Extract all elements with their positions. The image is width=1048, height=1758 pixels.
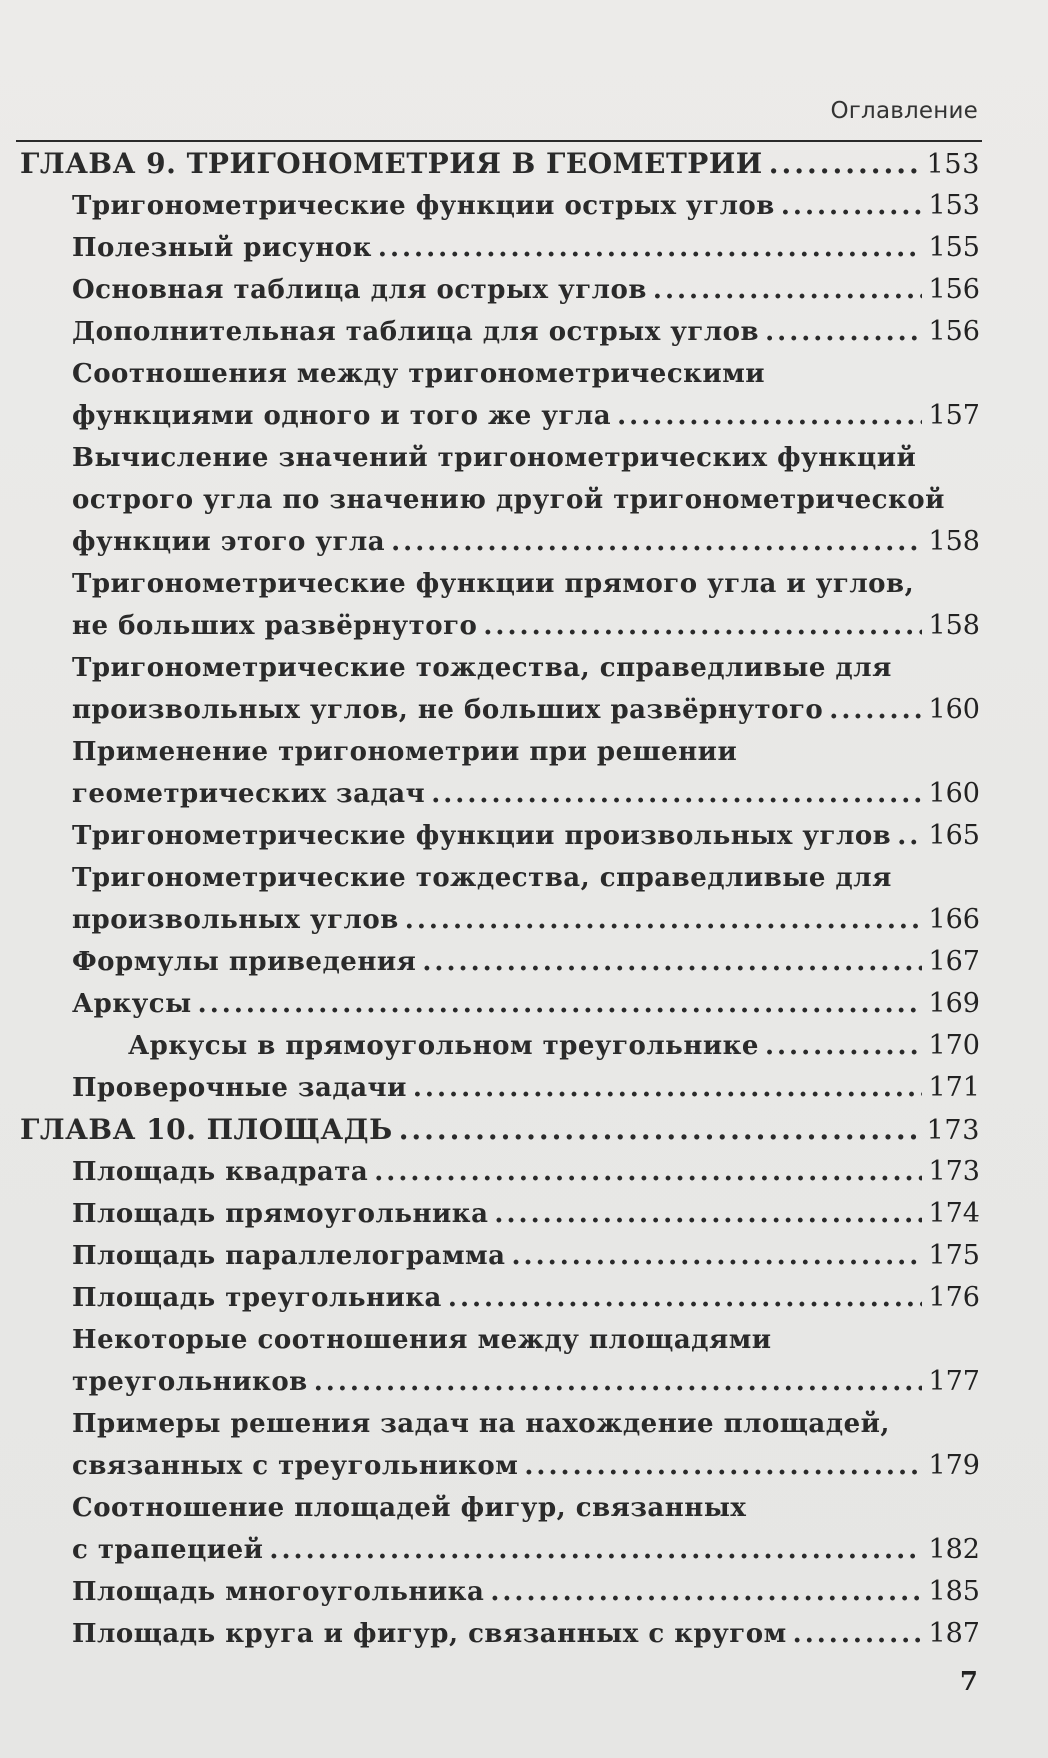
toc-entry-title: Полезный рисунок — [72, 233, 372, 263]
dot-leader — [512, 1235, 923, 1277]
toc-entry-title: Площадь параллелограмма — [72, 1241, 506, 1271]
toc-entry-title: произвольных углов, не больших развёрнутого — [72, 695, 824, 725]
dot-leader — [781, 185, 923, 227]
toc-entry[interactable] — [20, 1529, 980, 1571]
toc-page-number: 165 — [928, 820, 980, 851]
toc-page-number: 176 — [928, 1282, 980, 1313]
running-head: Оглавление — [830, 98, 978, 124]
dot-leader — [483, 605, 922, 647]
toc-entry-line: Тригонометрические тождества, справедливые для — [72, 653, 892, 683]
toc-entry[interactable] — [20, 689, 980, 731]
toc-entry-title: Аркусы — [72, 989, 192, 1019]
dot-leader — [653, 269, 923, 311]
toc-page-number: 187 — [928, 1618, 980, 1649]
dot-leader — [524, 1445, 922, 1487]
toc-entry-title: произвольных углов — [72, 905, 399, 935]
toc-entry-title: функции этого угла — [72, 527, 386, 557]
page-number: 7 — [959, 1667, 978, 1697]
toc-entry[interactable] — [20, 941, 980, 983]
toc-page-number: 166 — [928, 904, 980, 935]
toc-entry[interactable] — [20, 815, 980, 857]
toc-entry-line: Вычисление значений тригонометрических функций — [72, 443, 917, 473]
toc-entry-title: Площадь прямоугольника — [72, 1199, 489, 1229]
dot-leader — [378, 227, 923, 269]
toc-entry-line: Тригонометрические функции прямого угла и углов, — [72, 569, 915, 599]
toc-entry-title: функциями одного и того же угла — [72, 401, 612, 431]
dot-leader — [793, 1613, 923, 1655]
toc-page-number: 156 — [928, 274, 980, 305]
toc-page-number: 158 — [928, 610, 980, 641]
dot-leader — [269, 1529, 922, 1571]
toc-page-number: 155 — [928, 232, 980, 263]
toc-page-number: 156 — [928, 316, 980, 347]
toc-entry-line: Применение тригонометрии при решении — [72, 737, 738, 767]
toc-entry[interactable] — [20, 227, 980, 269]
toc-page-number: 158 — [928, 526, 980, 557]
toc-entry-title: ГЛАВА 10. ПЛОЩАДЬ — [20, 1113, 393, 1146]
toc-entry-title: ГЛАВА 9. ТРИГОНОМЕТРИЯ В ГЕОМЕТРИИ — [20, 147, 763, 180]
toc-entry-title: с трапецией — [72, 1535, 264, 1565]
toc-page-number: 173 — [926, 1115, 980, 1146]
dot-leader — [897, 815, 922, 857]
dot-leader — [314, 1361, 923, 1403]
dot-leader — [617, 395, 922, 437]
toc-entry-title: Площадь многоугольника — [72, 1577, 485, 1607]
toc-page-number: 157 — [928, 400, 980, 431]
dot-leader — [829, 689, 922, 731]
toc-entry-line: Соотношение площадей фигур, связанных — [72, 1493, 747, 1523]
toc-entry-line: Соотношения между тригонометрическими — [72, 359, 766, 389]
toc-entry[interactable] — [20, 1025, 980, 1067]
toc-entry-title: треугольников — [72, 1367, 308, 1397]
dot-leader — [431, 773, 922, 815]
toc-entry-title: Дополнительная таблица для острых углов — [72, 317, 760, 347]
toc-entry-title: Площадь треугольника — [72, 1283, 442, 1313]
toc-entry[interactable] — [20, 395, 980, 437]
dot-leader — [405, 899, 923, 941]
toc-entry-title: Площадь круга и фигур, связанных с кругом — [72, 1619, 787, 1649]
toc-page-number: 185 — [928, 1576, 980, 1607]
dot-leader — [399, 1109, 921, 1151]
dot-leader — [413, 1067, 923, 1109]
toc-entry[interactable] — [20, 605, 980, 647]
toc-entry-title: Формулы приведения — [72, 947, 417, 977]
toc-entry[interactable] — [20, 1613, 980, 1655]
toc-entry[interactable] — [20, 521, 980, 563]
toc-entry-title: геометрических задач — [72, 779, 426, 809]
toc-page-number: 167 — [928, 946, 980, 977]
table-of-contents — [20, 143, 980, 1655]
toc-chapter[interactable] — [20, 1109, 980, 1151]
toc-page-number: 173 — [928, 1156, 980, 1187]
toc-entry[interactable] — [20, 1151, 980, 1193]
toc-entry[interactable] — [20, 1235, 980, 1277]
toc-entry-title: Тригонометрические функции острых углов — [72, 191, 775, 221]
toc-chapter[interactable] — [20, 143, 980, 185]
dot-leader — [422, 941, 922, 983]
toc-entry[interactable] — [20, 773, 980, 815]
toc-entry[interactable] — [20, 1277, 980, 1319]
dot-leader — [391, 521, 922, 563]
toc-entry[interactable] — [20, 983, 980, 1025]
dot-leader — [198, 983, 923, 1025]
toc-entry[interactable] — [20, 899, 980, 941]
toc-page-number: 160 — [928, 694, 980, 725]
toc-entry-title: Площадь квадрата — [72, 1157, 369, 1187]
toc-entry-line: Тригонометрические тождества, справедливые для — [72, 863, 892, 893]
toc-entry[interactable] — [20, 1193, 980, 1235]
toc-page-number: 160 — [928, 778, 980, 809]
toc-page-number: 169 — [928, 988, 980, 1019]
toc-page-number: 174 — [928, 1198, 980, 1229]
toc-page-number: 179 — [928, 1450, 980, 1481]
toc-entry[interactable] — [20, 1445, 980, 1487]
dot-leader — [769, 143, 921, 185]
toc-entry-title: Тригонометрические функции произвольных углов — [72, 821, 892, 851]
dot-leader — [374, 1151, 922, 1193]
toc-entry[interactable] — [20, 1571, 980, 1613]
toc-entry[interactable] — [20, 269, 980, 311]
toc-entry[interactable] — [20, 1361, 980, 1403]
toc-entry-title: Аркусы в прямоугольном треугольнике — [128, 1031, 759, 1061]
toc-page-number: 175 — [928, 1240, 980, 1271]
toc-entry[interactable] — [20, 185, 980, 227]
dot-leader — [448, 1277, 923, 1319]
dot-leader — [494, 1193, 922, 1235]
toc-entry-title: Проверочные задачи — [72, 1073, 407, 1103]
toc-entry-line: Примеры решения задач на нахождение площадей, — [72, 1409, 890, 1439]
dot-leader — [765, 311, 922, 353]
toc-page-number: 171 — [928, 1072, 980, 1103]
toc-entry-title: Основная таблица для острых углов — [72, 275, 647, 305]
toc-page-number: 182 — [928, 1534, 980, 1565]
toc-entry[interactable] — [20, 1067, 980, 1109]
toc-entry-title: связанных с треугольником — [72, 1451, 519, 1481]
toc-entry-title: не больших развёрнутого — [72, 611, 478, 641]
toc-page-number: 170 — [928, 1030, 980, 1061]
header-rule — [16, 140, 982, 142]
dot-leader — [765, 1025, 923, 1067]
toc-page-number: 153 — [928, 190, 980, 221]
toc-page-number: 153 — [926, 149, 980, 180]
toc-entry-line: Некоторые соотношения между площадями — [72, 1325, 772, 1355]
toc-entry[interactable] — [20, 311, 980, 353]
toc-entry-line: острого угла по значению другой тригонометрической — [72, 485, 945, 515]
dot-leader — [490, 1571, 922, 1613]
toc-page-number: 177 — [928, 1366, 980, 1397]
